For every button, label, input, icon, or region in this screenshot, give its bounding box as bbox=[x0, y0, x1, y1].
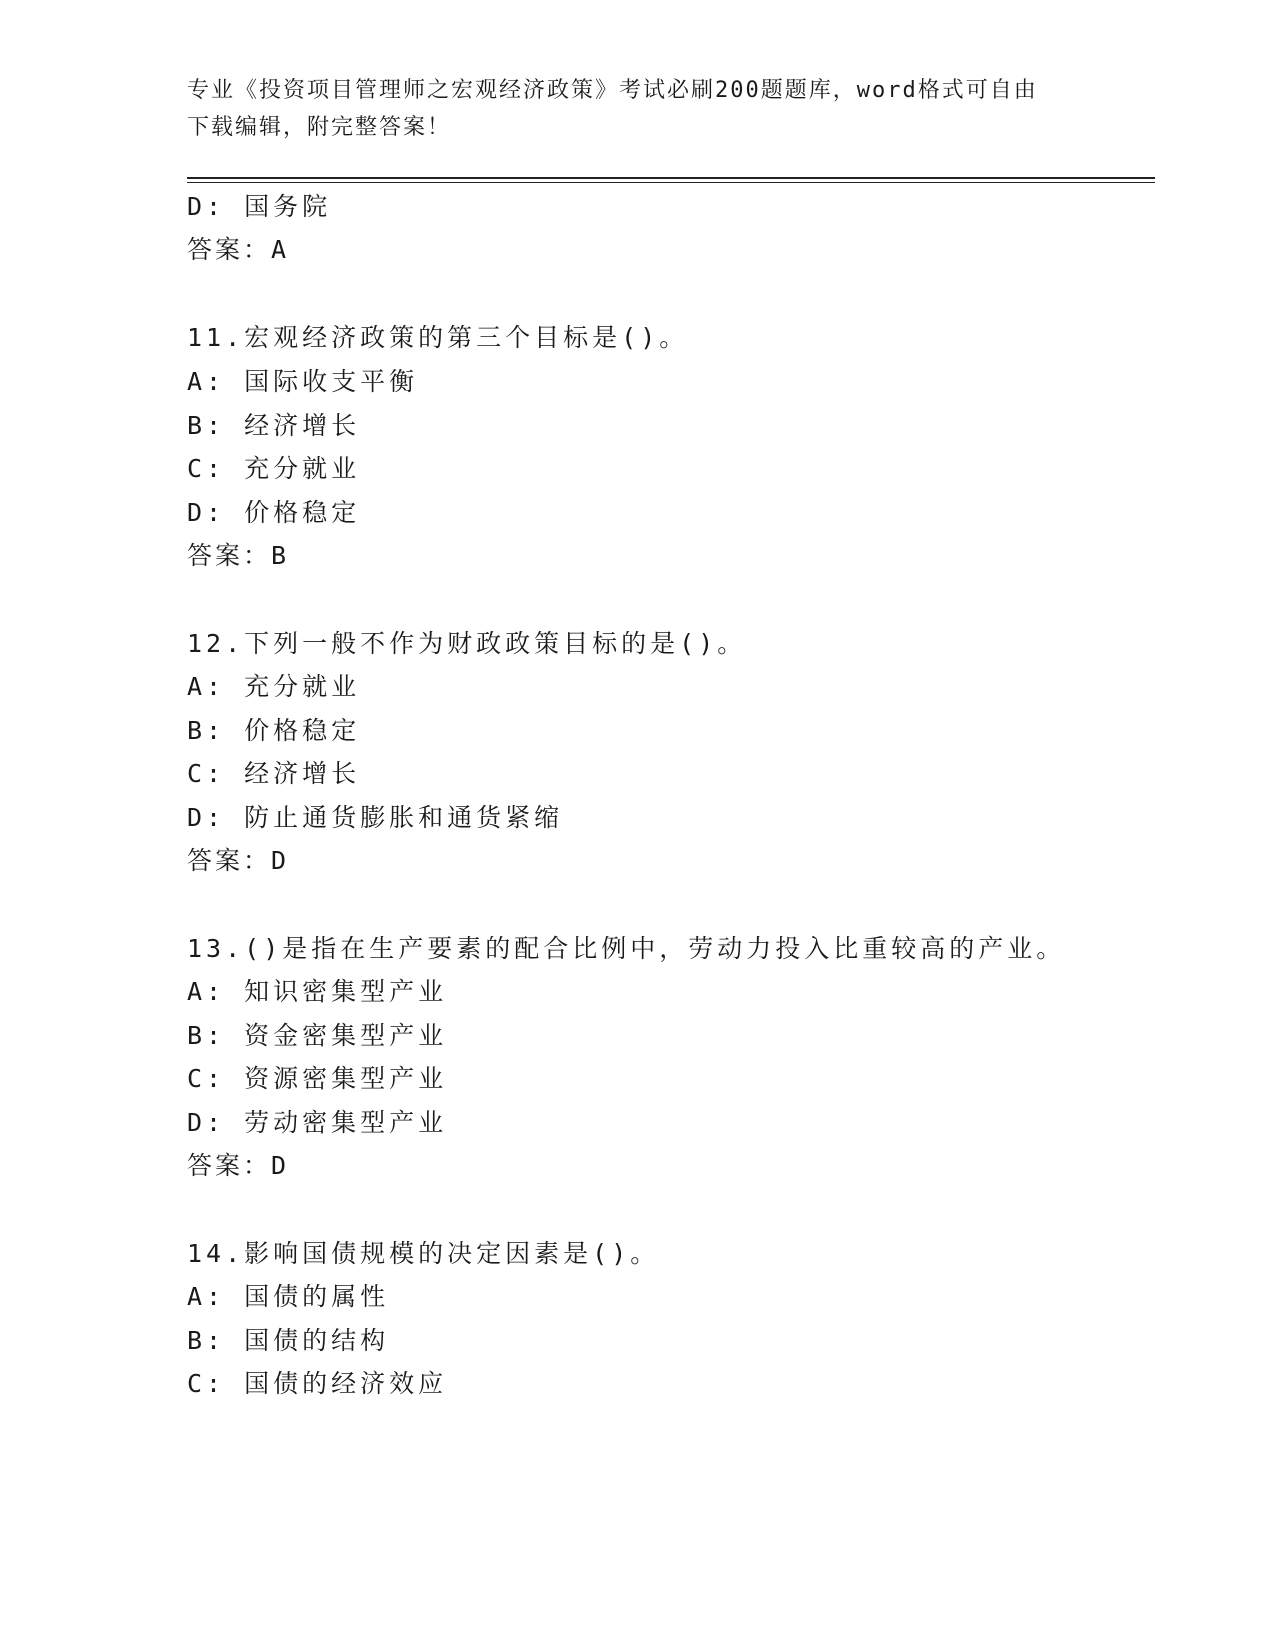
question-13-option-b: B: 资金密集型产业 bbox=[187, 1021, 448, 1050]
question-12-option-b: B: 价格稳定 bbox=[187, 716, 361, 745]
question-12-stem: 12.下列一般不作为财政政策目标的是()。 bbox=[187, 629, 747, 658]
prev-answer bbox=[187, 234, 286, 266]
question-11-option-d: D: 价格稳定 bbox=[187, 498, 361, 527]
answer-value: D bbox=[271, 846, 287, 875]
answer-label: 答案： bbox=[187, 846, 272, 875]
question-12-option-c: C: 经济增长 bbox=[187, 759, 361, 788]
header-line-1: 专业《投资项目管理师之宏观经济政策》考试必刷200题题库，word格式可自由 bbox=[187, 78, 1038, 103]
answer-label: 答案： bbox=[187, 1151, 272, 1180]
prev-option-d: D: 国务院 bbox=[187, 192, 332, 221]
header-line-2: 下载编辑，附完整答案！ bbox=[187, 115, 452, 140]
answer-value: A bbox=[271, 235, 287, 264]
question-13-option-a: A: 知识密集型产业 bbox=[187, 977, 448, 1006]
header-divider-thick bbox=[187, 177, 1155, 179]
question-13-stem: 13.()是指在生产要素的配合比例中，劳动力投入比重较高的产业。 bbox=[187, 934, 1066, 963]
question-12-answer bbox=[187, 845, 286, 877]
question-11-answer bbox=[187, 540, 286, 572]
question-11-option-c: C: 充分就业 bbox=[187, 454, 361, 483]
answer-label: 答案： bbox=[187, 541, 272, 570]
question-11-option-b: B: 经济增长 bbox=[187, 411, 361, 440]
question-14-option-c: C: 国债的经济效应 bbox=[187, 1369, 448, 1398]
question-13-answer bbox=[187, 1150, 286, 1182]
question-14-option-b: B: 国债的结构 bbox=[187, 1326, 390, 1355]
answer-value: B bbox=[271, 541, 287, 570]
question-14-option-a: A: 国债的属性 bbox=[187, 1282, 390, 1311]
document-header bbox=[187, 72, 1087, 146]
question-12-option-a: A: 充分就业 bbox=[187, 672, 361, 701]
answer-value: D bbox=[271, 1151, 287, 1180]
question-13-option-c: C: 资源密集型产业 bbox=[187, 1064, 448, 1093]
question-12-option-d: D: 防止通货膨胀和通货紧缩 bbox=[187, 803, 564, 832]
question-11-stem: 11.宏观经济政策的第三个目标是()。 bbox=[187, 323, 689, 352]
question-13-option-d: D: 劳动密集型产业 bbox=[187, 1108, 448, 1137]
question-11-option-a: A: 国际收支平衡 bbox=[187, 367, 419, 396]
header-divider-thin bbox=[187, 182, 1155, 183]
answer-label: 答案： bbox=[187, 235, 272, 264]
question-14-stem: 14.影响国债规模的决定因素是()。 bbox=[187, 1239, 660, 1268]
